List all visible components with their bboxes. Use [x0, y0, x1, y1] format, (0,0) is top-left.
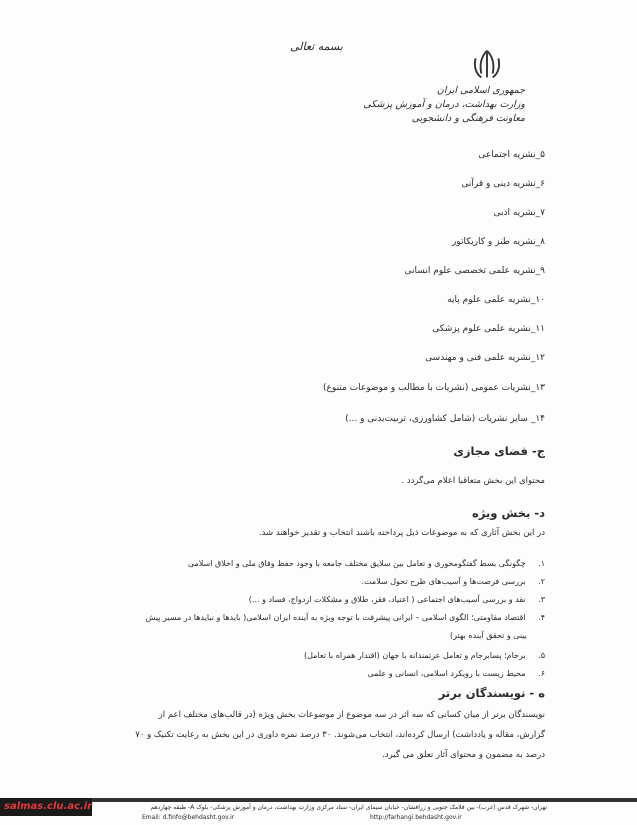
footer-divider	[92, 798, 637, 802]
special-list-item-continued: بینی و تحقق آینده بهتر)	[450, 631, 527, 640]
list-text: بررسی فرصت‌ها و آسیب‌های طرح تحول سلامت.	[361, 577, 526, 586]
special-list-item	[304, 648, 545, 663]
list-text: اقتصاد مقاومتی؛ الگوی اسلامی – ایرانی پیشرفت با توجه ویژه به آینده ایران اسلامی( بایدها و نبایدها در مسیر پیش	[145, 613, 526, 622]
publication-item: ۷_نشریه ادبی	[493, 208, 545, 218]
publication-item: ۸_نشریه طنز و کاریکاتور	[451, 237, 545, 247]
special-list-item	[146, 610, 545, 625]
special-section-title: د- بخش ویژه	[472, 506, 545, 520]
special-section-intro: در این بخش آثاری که به موضوعات ذیل پرداخته باشند انتخاب و تقدیر خواهند شد.	[258, 528, 545, 538]
footer-email: Email: d.finfo@behdasht.gov.ir	[142, 814, 235, 821]
top-writers-line: گزارش، مقاله و یادداشت) ارسال کرده‌اند، انتخاب می‌شوند. ۳۰ درصد نمره داوری در این بخش به رعایت تکنیک و ۷۰	[135, 730, 545, 740]
ministry-line-2: وزارت بهداشت، درمان و آموزش پزشکی	[363, 99, 525, 110]
publication-item: ۶_نشریه دینی و قرآنی	[461, 179, 545, 189]
top-writers-line: نویسندگان برتر از میان کسانی که سه اثر در سه موضوع از موضوعات بخش ویژه (در قالب‌های مختلف اعم از	[158, 710, 545, 720]
virtual-section-title: ج- فضای مجازی	[453, 444, 545, 458]
publication-item: ۵_نشریه اجتماعی	[478, 150, 545, 160]
special-list-item	[188, 556, 545, 571]
ministry-line-1: جمهوری اسلامی ایران	[436, 85, 525, 96]
publication-item: ۱۲_نشریه علمی فنی و مهندسی	[425, 353, 545, 363]
iran-emblem-icon	[468, 48, 506, 82]
top-writers-title: ه - نویسندگان برتر	[438, 686, 545, 700]
list-number: ۱.	[538, 559, 545, 568]
special-list-item	[368, 666, 545, 681]
list-number: ۲.	[538, 577, 545, 586]
publication-item: ۹_نشریه علمی تخصصی علوم انسانی	[404, 266, 545, 276]
publication-item: ۱۴_ سایر نشریات (شامل کشاورزی، تربیت‌بدنی و ...)	[345, 414, 545, 424]
special-list-item	[249, 592, 545, 607]
list-text: نقد و بررسی آسیب‌های اجتماعی ( اعتیاد، فقر، طلاق و مشکلات ازدواج، فساد و ...)	[248, 595, 526, 604]
special-list-item	[362, 574, 545, 589]
publication-item: ۱۳_نشریات عمومی (نشریات با مطالب و موضوعات متنوع)	[323, 383, 545, 393]
watermark-logo: salmas.clu.ac.ir	[4, 801, 93, 812]
list-text: محیط زیست با رویکرد اسلامی، انسانی و علمی	[367, 669, 526, 678]
list-number: ۳.	[538, 595, 545, 604]
list-number: ۶.	[538, 669, 545, 678]
list-number: ۴.	[538, 613, 545, 622]
footer-address: تهران- شهرک قدس (غرب)- بین فلامک جنوبی و زرافشان- خیابان سیمای ایران- ستاد مرکزی وزارت بهداشت، درمان و آموزش پزشکی- بلوک A- طبقه چهاردهم	[150, 804, 547, 811]
footer-website: http://farhangi.behdasht.gov.ir	[370, 814, 462, 821]
list-text: چگونگی بسط گفتگومحوری و تعامل بین سلایق مختلف جامعه با وجود حفظ وفاق ملی و اخلاق اسلامی	[187, 559, 526, 568]
basmala: بسمه تعالی	[290, 40, 343, 53]
ministry-heading	[363, 84, 525, 126]
publication-item: ۱۱_نشریه علمی علوم پزشکی	[432, 324, 545, 334]
top-writers-line: درصد به مضمون و محتوای آثار تعلق می گیرد.	[382, 750, 545, 760]
virtual-section-text: محتوای این بخش متعاقبا اعلام می‌گردد .	[401, 476, 545, 486]
list-number: ۵.	[538, 651, 545, 660]
publication-item: ۱۰_نشریه علمی علوم پایه	[447, 295, 545, 305]
list-text: برجام؛ پسابرجام و تعامل عزتمندانه با جهان (اقتدار همراه با تعامل)	[303, 651, 526, 660]
ministry-line-3: معاونت فرهنگی و دانشجویی	[411, 113, 525, 124]
